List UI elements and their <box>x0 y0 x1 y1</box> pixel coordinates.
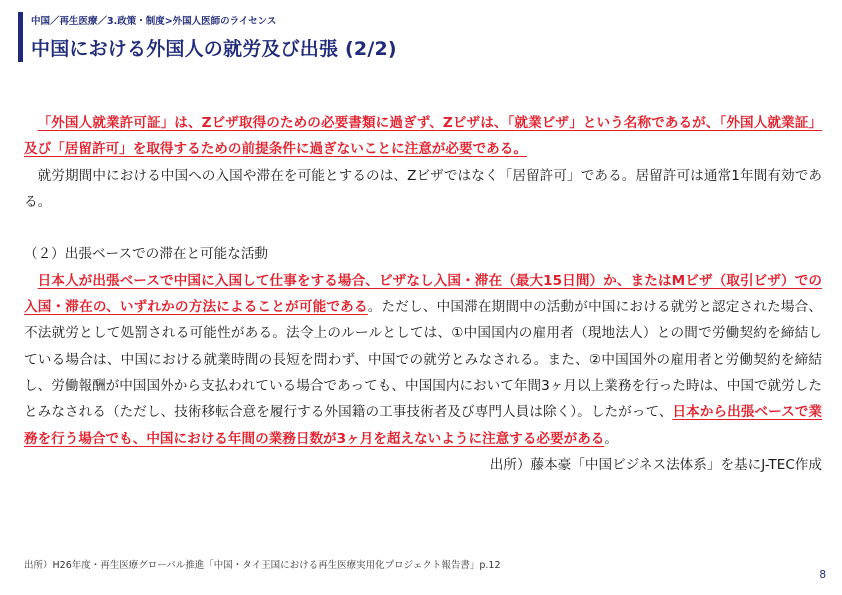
paragraph-business-trip-text: 。ただし、中国滞在期間中の活動が中国における就労と認定された場合、不法就労として処罰される可能性がある。法令上のルールとしては、①中国国内の雇用者（現地法人）との間で労働契約を締結している場合は、中国における就業時間の長短を問わず、中国での就労とみなされる。また、②中国国外の雇用者と労働契約を締結し、労働報酬が中国国外から支払われている場合であっても、中国国内において年間3ヶ月以上業務を行った時は、中国で就労したとみなされる（ただし、技術移転合意を履行する外国籍の工事技術者及び専門人員は除く）。したがって、 <box>24 299 822 421</box>
highlight-three-month-limit: 日本から出張ベースで業務を行う場合でも、中国における年間の業務日数が3ヶ月を超えないように注意する必要がある <box>24 404 822 447</box>
page-number: 8 <box>819 569 826 581</box>
paragraph-visa-warning <box>24 110 822 163</box>
footnote-source: 出所）H26年度・再生医療グローバル推進「中国・タイ王国における再生医療実用化プロジェクト報告書」p.12 <box>24 560 501 571</box>
highlight-visa-warning: 「外国人就業許可証」は、Zビザ取得のための必要書類に過ぎず、Zビザは、「就業ビザ」という名称であるが、「外国人就業証」及び「居留許可」を取得するための前提条件に過ぎないことに注意が必要である。 <box>24 115 822 158</box>
subheading-business-trip: （２）出張ベースでの滞在と可能な活動 <box>24 246 269 263</box>
paragraph-residence-permit: 就労期間中における中国への入国や滞在を可能とするのは、Zビザではなく「居留許可」である。居留許可は通常1年間有効である。 <box>24 167 822 210</box>
spacer <box>24 215 822 241</box>
body-content <box>24 110 822 478</box>
paragraph-business-trip <box>24 268 822 452</box>
title-accent-bar <box>18 12 23 62</box>
paragraph-business-trip-end: 。 <box>604 430 618 447</box>
highlight-entry-methods: 日本人が出張ベースで中国に入国して仕事をする場合、ビザなし入国・滞在（最大15日間）か、またはMビザ（取引ビザ）での入国・滞在の、いずれかの方法によることが可能である <box>24 272 822 316</box>
source-citation: 出所）藤本豪「中国ビジネス法体系」を基にJ-TEC作成 <box>489 456 822 473</box>
page-title: 中国における外国人の就労及び出張 (2/2) <box>31 38 397 60</box>
breadcrumb: 中国／再生医療／3.政策・制度>外国人医師のライセンス <box>31 16 277 27</box>
